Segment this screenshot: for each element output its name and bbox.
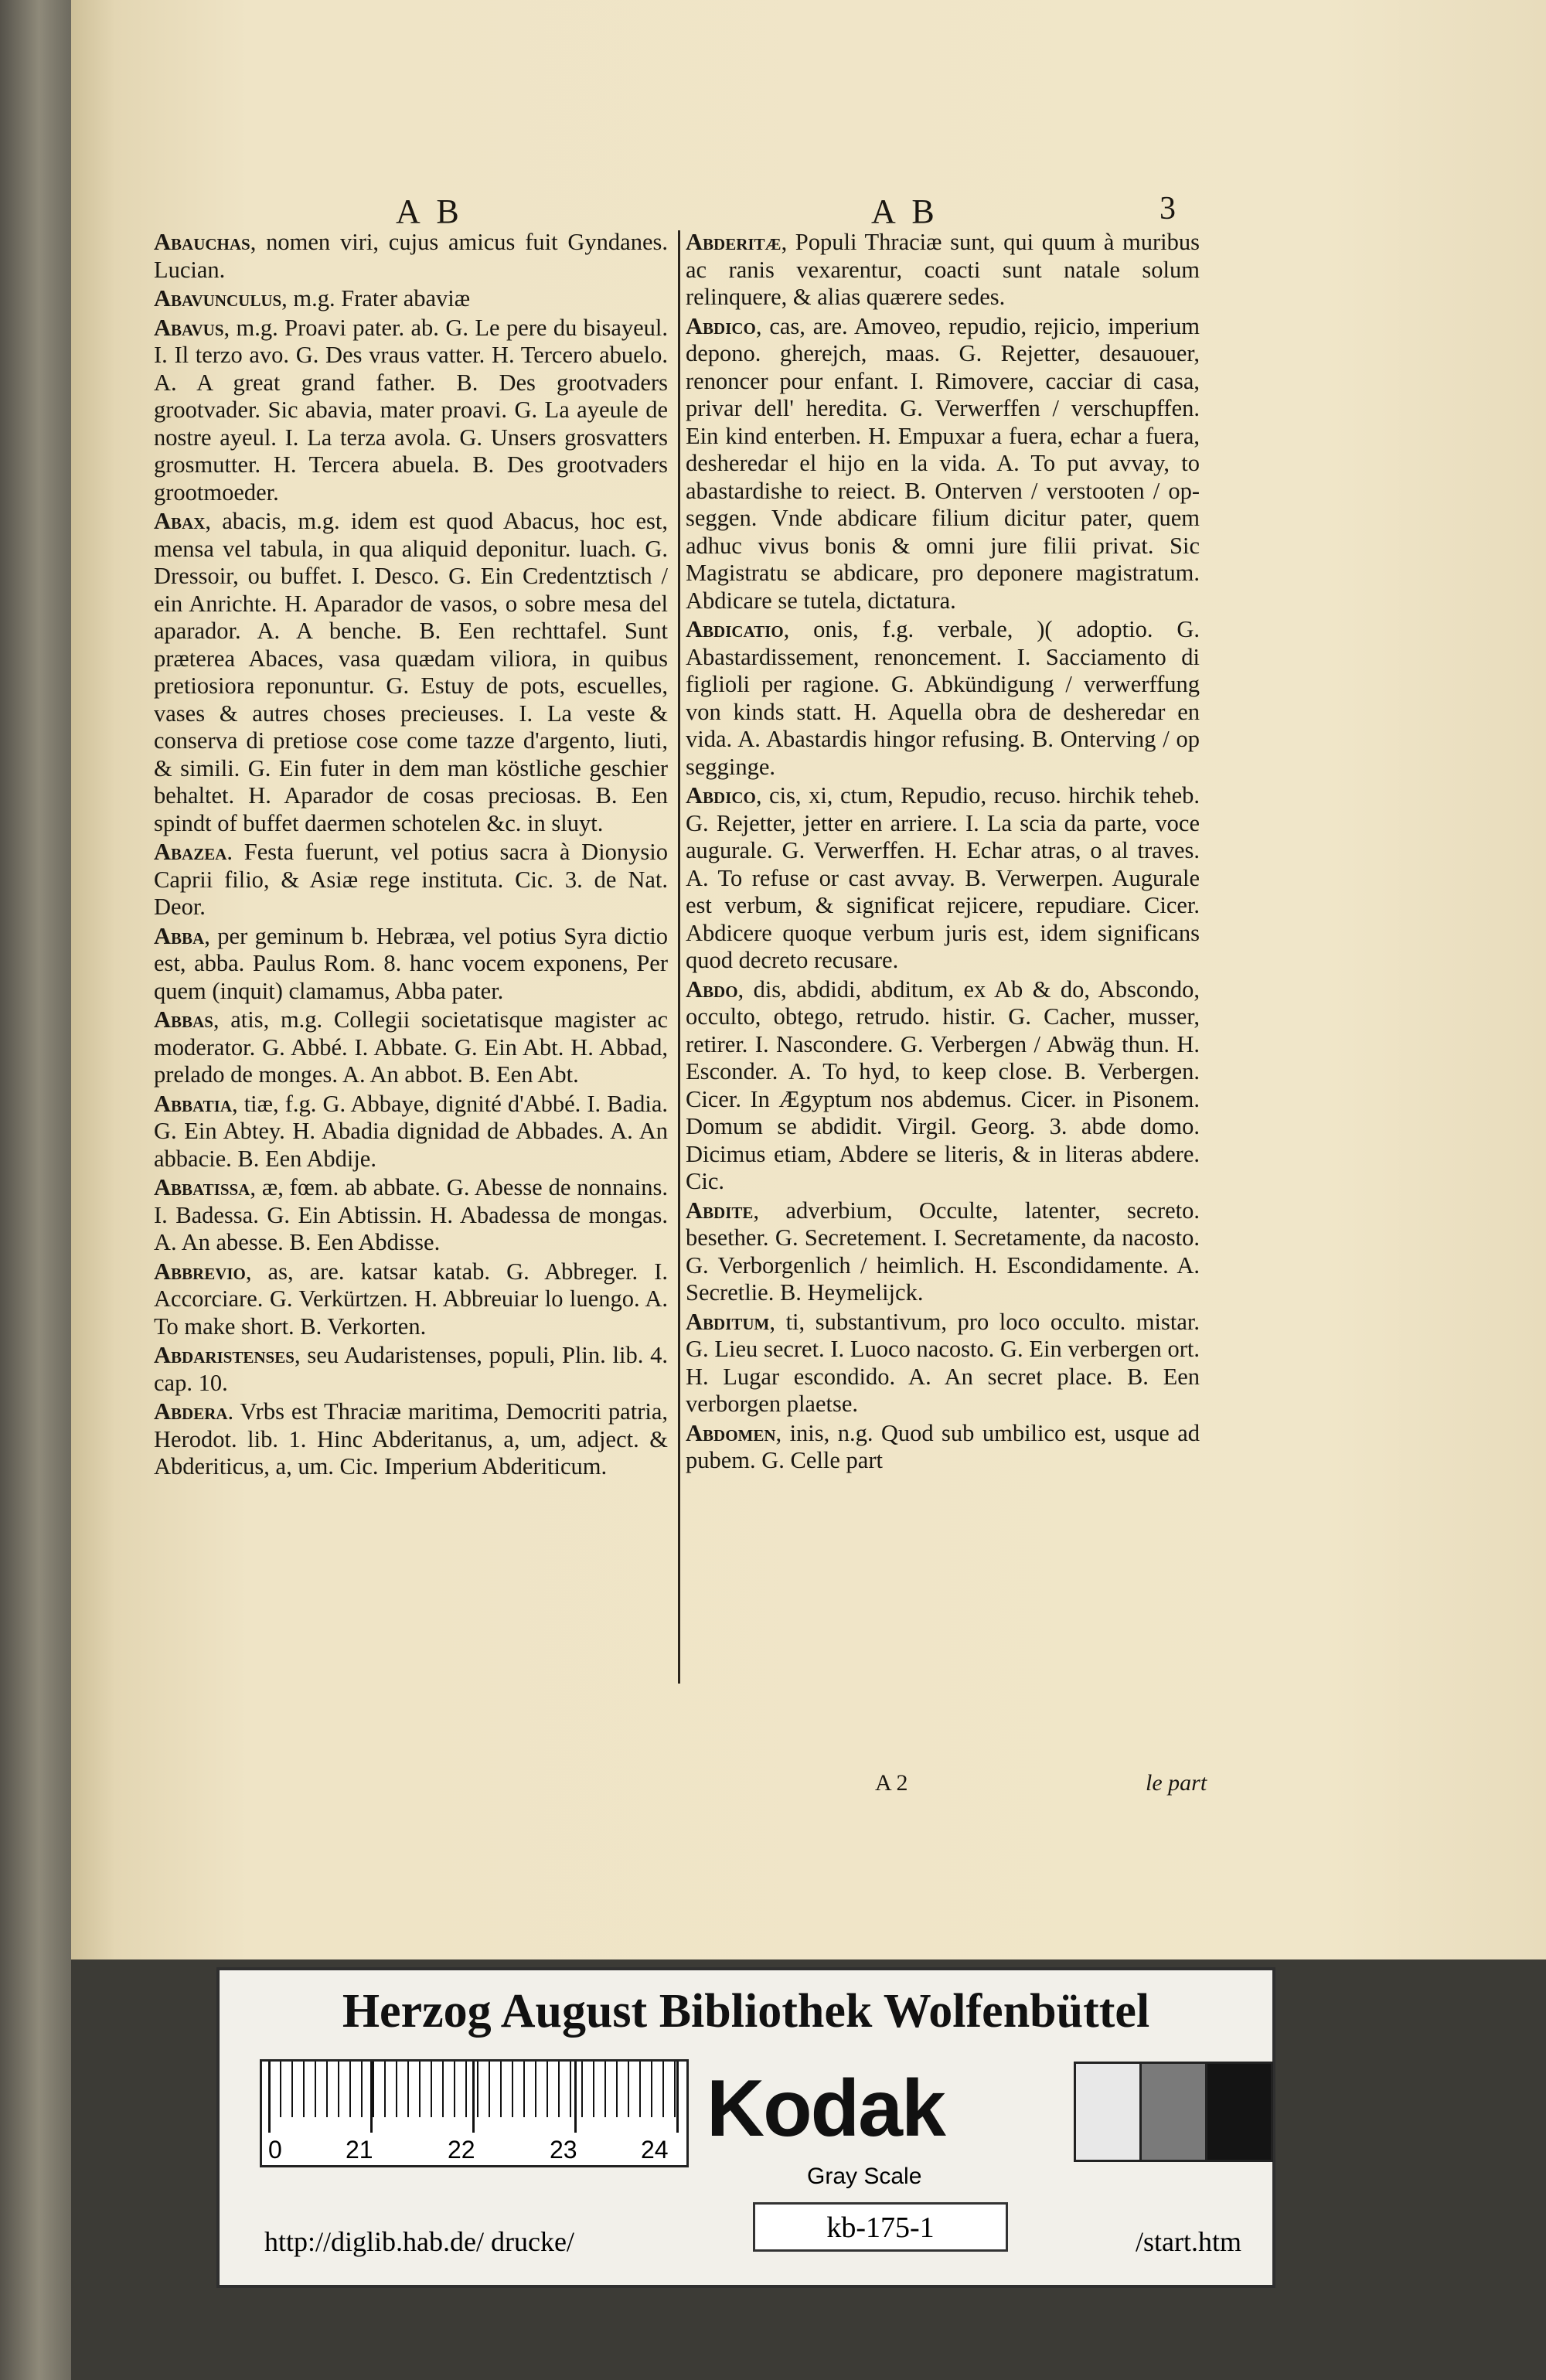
gray-swatch-mid (1139, 2062, 1207, 2162)
dictionary-entry (154, 508, 668, 837)
headword: Abauchas (154, 229, 250, 255)
dictionary-entry (686, 313, 1200, 615)
headword: Abderitæ (686, 229, 782, 255)
headword: Abbrevio (154, 1258, 246, 1285)
running-head-right: A B (871, 192, 939, 230)
running-head-left: A B (396, 192, 464, 230)
left-column (154, 229, 668, 1483)
headword: Abdera (154, 1398, 228, 1425)
scan-color-target (216, 1967, 1275, 2288)
dictionary-entry (686, 1197, 1200, 1307)
dictionary-entry (154, 285, 668, 313)
headword: Abditum (686, 1308, 770, 1335)
dictionary-entry (154, 839, 668, 921)
headword: Abdicatio (686, 616, 784, 642)
dictionary-entry (686, 616, 1200, 781)
measurement-ruler (260, 2059, 689, 2167)
entry-text: , tiæ, f.g. G. Abbaye, dignité d'Abbé. I. Badia. G. Ein Abtey. H. Abadia dignidad de Abbades. A. An abbacie. B. Een Abdije. (154, 1090, 668, 1172)
entry-text: , cis, xi, ctum, Repudio, recuso. hirchik teheb. G. Rejetter, jetter en arriere. I. La scia da parte, voce augurale. G. Verwerffen. H. Echar atras, o al traves. A. To refuse or cast avvay. B. Verwerpen. Augurale est verbum, & significat rejicere, repudiare. Cicer. Abdicere quoque verbum juris est, idem significans quod decreto recusare. (686, 782, 1200, 973)
entry-text: , ti, substantivum, pro loco occulto. mistar. G. Lieu secret. I. Luoco nacosto. G. Ein verbergen ort. H. Lugar escondido. A. An secret place. B. Een verborgen plaetse. (686, 1308, 1200, 1417)
entry-text: , nomen viri, cujus amicus fuit Gyndanes. Lucian. (154, 229, 668, 283)
entry-text: , adverbium, Occulte, latenter, secreto. besether. G. Secretement. I. Secretamente, da nacosto. G. Verborgenlich / heimlich. H. Escondidamente. A. Secretlie. B. Heymelijck. (686, 1197, 1200, 1306)
gray-swatch-light (1074, 2062, 1142, 2162)
headword: Abax (154, 508, 206, 534)
entry-text: , Populi Thraciæ sunt, qui quum à muribus ac ranis vexarentur, coacti sunt natale solum relinquere, & alias quærere sedes. (686, 229, 1200, 310)
entry-text: , as, are. katsar katab. G. Abbreger. I. Accorciare. G. Verkürtzen. H. Abbreuiar lo luengo. A. To make short. B. Verkorten. (154, 1258, 668, 1340)
gray-scale-label: Gray Scale (807, 2164, 922, 2189)
entry-text: , m.g. Proavi pater. ab. G. Le pere du bisayeul. I. Il terzo avo. G. Des vraus vatter. H. Tercero abuelo. A. A great grand father. B. Des grootvaders grootvader. Sic abavia, mater proavi. G. La ayeule de nostre ayeul. I. La terza avola. G. Unsers grosvatters grosmutter. H. Tercera abuela. B. Des grootvaders grootmoeder. (154, 314, 668, 506)
entry-text: , atis, m.g. Collegii societatisque magister ac moderator. G. Abbé. I. Abbate. G. Ein Abt. H. Abbad, prelado de monges. A. An abbot. B. Een Abt. (154, 1006, 668, 1088)
kodak-logo: Kodak (707, 2064, 945, 2154)
headword: Abavus (154, 314, 224, 341)
entry-text: , m.g. Frater abaviæ (281, 285, 471, 312)
headword: Abbas (154, 1006, 213, 1033)
column-divider (678, 230, 680, 1684)
entry-text: . Vrbs est Thraciæ maritima, Democriti patria, Herodot. lib. 1. Hinc Abderitanus, a, um, adject. & Abderiticus, a, um. Cic. Imperium Abderiticum. (154, 1398, 668, 1479)
library-title: Herzog August Bibliothek Wolfenbüttel (342, 1985, 1150, 2038)
dictionary-entry (154, 229, 668, 284)
entry-text: , abacis, m.g. idem est quod Abacus, hoc est, mensa vel tabula, in qua aliquid deponitur. luach. G. Dressoir, ou buffet. I. Desco. G. Ein Credentztisch / ein Anrichte. H. Aparador de vasos, o sobre mesa del aparador. A. A benche. B. Een rechttafel. Sunt præterea Abaces, vasa quædam viliora, in quibus pretiosiora reponuntur. G. Estuy de pots, escuelles, vases & autres choses precieuses. I. La veste & conserva di pretiose cose come tazze d'argento, liuti, & simili. G. Ein futer in dem man köstliche geschier behaltet. H. Aparador de cosas preciosas. B. Een spindt of buffet daermen schotelen &c. in sluyt. (154, 508, 668, 836)
headword: Abbatia (154, 1090, 232, 1117)
headword: Abavunculus (154, 285, 282, 312)
scan-left-edge (0, 0, 71, 2380)
dictionary-entry (686, 1420, 1200, 1475)
dictionary-entry (154, 1174, 668, 1257)
dictionary-entry (154, 1091, 668, 1173)
ruler-number: 22 (448, 2136, 475, 2164)
dictionary-entry (686, 229, 1200, 312)
entry-text: , onis, f.g. verbale, )( adoptio. G. Abastardissement, renoncement. I. Sacciamento di figlioli per ragione. G. Abkündigung / verwerffung von kinds statt. H. Aquella obra de desheredar en vida. A. Abastardis hingor refusing. B. Onterving / op segginge. (686, 616, 1200, 780)
headword: Abdico (686, 782, 756, 809)
headword: Abdaristenses (154, 1342, 295, 1368)
headword: Abdico (686, 312, 756, 339)
entry-text: , æ, fœm. ab abbate. G. Abesse de nonnains. I. Badessa. G. Ein Abtissin. H. Abadessa de mongas. A. An abesse. B. Een Abdisse. (154, 1174, 668, 1255)
headword: Abbatissa (154, 1174, 250, 1200)
entry-text: , dis, abdidi, abditum, ex Ab & do, Abscondo, occulto, obtego, retrudo. histir. G. Cacher, musser, retirer. I. Nascondere. G. Verbergen / Abwäg thun. H. Esconder. A. To hyd, to keep close. B. Verbergen. Cicer. In Ægyptum nos abdemus. Cicer. in Pisonem. Domum se abdidit. Virgil. Georg. 3. abde domo. Dicimus etiam, Abdere se literis, & in literas abdere. Cic. (686, 975, 1200, 1194)
shelfmark-box: kb-175-1 (753, 2202, 1008, 2252)
ruler-number: 21 (346, 2136, 373, 2164)
signature-mark: A 2 (875, 1770, 908, 1796)
dictionary-entry (686, 976, 1200, 1196)
ruler-number: 0 (268, 2136, 282, 2164)
ruler-number: 24 (641, 2136, 669, 2164)
dictionary-entry (154, 315, 668, 507)
dictionary-entry (154, 923, 668, 1006)
ruler-number: 23 (550, 2136, 577, 2164)
source-url-suffix: /start.htm (1136, 2226, 1241, 2257)
headword: Abdo (686, 975, 738, 1003)
gray-swatch-dark (1205, 2062, 1273, 2162)
ruler-major-ticks (268, 2062, 680, 2133)
entry-text: , inis, n.g. Quod sub umbilico est, usque ad pubem. G. Celle part (686, 1419, 1200, 1473)
entry-text: , cas, are. Amoveo, repudio, rejicio, imperium depono. gherejch, maas. G. Rejetter, desauouer, renoncer pour enfant. I. Rimovere, cacciar di casa, privar dell' heredita. G. Verwerffen / verschupffen. Ein kind enterben. H. Empuxar a fuera, echar a fuera, desheredar el hijo en la vida. A. To put avvay, to abastardishe to reiect. B. Onterven / verstooten / op-seggen. Vnde abdicare filium dicitur pater, quem adhuc vivus bonis & omni jure filii privat. Sic Magistratu se abdicare, pro deponere magistratum. Abdicare se tutela, dictatura. (686, 312, 1200, 614)
dictionary-entry (686, 782, 1200, 975)
entry-text: , seu Audaristenses, populi, Plin. lib. 4. cap. 10. (154, 1342, 668, 1396)
source-url: http://diglib.hab.de/ drucke/ (264, 2226, 574, 2257)
dictionary-entry (686, 1309, 1200, 1418)
book-page (71, 0, 1546, 1959)
headword: Abdomen (686, 1419, 776, 1446)
page-number: 3 (1160, 191, 1176, 226)
entry-text: , per geminum b. Hebræa, vel potius Syra dictio est, abba. Paulus Rom. 8. hanc vocem exponens, Per quem (inquit) clamamus, Abba pater. (154, 922, 668, 1004)
catchword: le part (1146, 1770, 1207, 1796)
dictionary-entry (154, 1398, 668, 1481)
headword: Abba (154, 922, 205, 949)
dictionary-entry (154, 1342, 668, 1397)
dictionary-entry (154, 1006, 668, 1089)
headword: Abazea (154, 839, 227, 865)
right-column (686, 229, 1200, 1476)
entry-text: . Festa fuerunt, vel potius sacra à Dionysio Caprii filio, & Asiæ rege instituta. Cic. 3. de Nat. Deor. (154, 839, 668, 920)
headword: Abdite (686, 1197, 754, 1224)
dictionary-entry (154, 1258, 668, 1341)
